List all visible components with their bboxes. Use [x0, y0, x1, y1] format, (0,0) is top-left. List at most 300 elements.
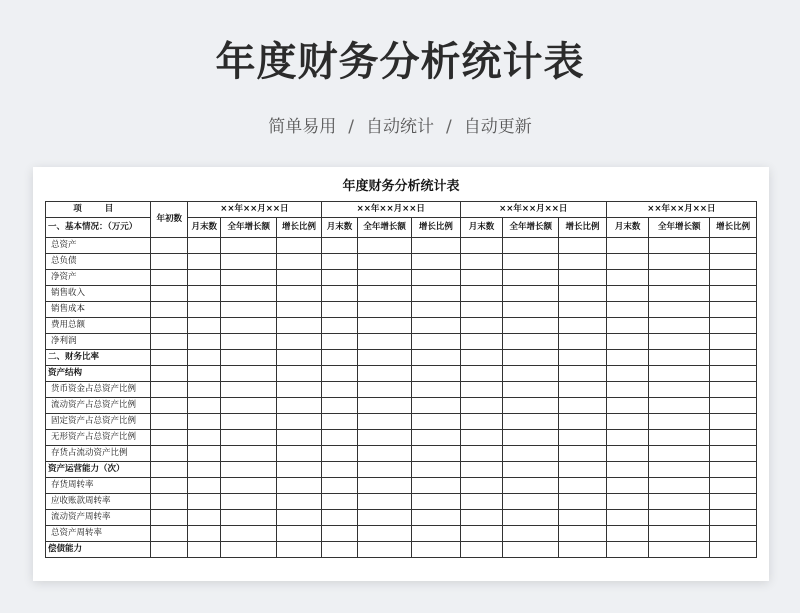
- table-row: [46, 462, 757, 478]
- data-cell[interactable]: [187, 382, 220, 398]
- data-cell[interactable]: [503, 238, 559, 254]
- data-cell[interactable]: [503, 414, 559, 430]
- sub-header: 增长比例: [277, 218, 322, 238]
- data-cell[interactable]: [460, 462, 503, 478]
- data-cell[interactable]: [412, 254, 461, 270]
- data-cell[interactable]: [649, 478, 710, 494]
- data-cell[interactable]: [321, 510, 358, 526]
- row-label-section: 偿债能力: [46, 542, 151, 558]
- data-cell[interactable]: [460, 254, 503, 270]
- data-cell[interactable]: [460, 318, 503, 334]
- data-cell[interactable]: [412, 334, 461, 350]
- data-cell[interactable]: [277, 334, 322, 350]
- row-label: 存货周转率: [46, 478, 151, 494]
- data-cell[interactable]: [358, 398, 412, 414]
- data-cell[interactable]: [187, 318, 220, 334]
- data-cell[interactable]: [358, 430, 412, 446]
- data-cell[interactable]: [358, 494, 412, 510]
- data-cell[interactable]: [710, 254, 757, 270]
- sub-header: 全年增长额: [221, 218, 277, 238]
- data-cell[interactable]: [277, 398, 322, 414]
- data-cell[interactable]: [358, 510, 412, 526]
- data-cell[interactable]: [277, 430, 322, 446]
- data-cell[interactable]: [187, 366, 220, 382]
- data-cell[interactable]: [649, 526, 710, 542]
- data-cell[interactable]: [460, 270, 503, 286]
- row-label: 销售成本: [46, 302, 151, 318]
- data-cell[interactable]: [151, 462, 188, 478]
- data-cell[interactable]: [412, 462, 461, 478]
- data-cell[interactable]: [559, 478, 607, 494]
- data-cell[interactable]: [710, 302, 757, 318]
- data-cell[interactable]: [321, 302, 358, 318]
- row-label-section: 一、基本情况：（万元）: [46, 218, 151, 238]
- data-cell[interactable]: [187, 414, 220, 430]
- data-cell[interactable]: [151, 270, 188, 286]
- data-cell[interactable]: [358, 542, 412, 558]
- data-cell[interactable]: [460, 494, 503, 510]
- data-cell[interactable]: [503, 350, 559, 366]
- data-cell[interactable]: [460, 334, 503, 350]
- data-cell[interactable]: [710, 526, 757, 542]
- data-cell[interactable]: [606, 366, 649, 382]
- data-cell[interactable]: [710, 478, 757, 494]
- data-cell[interactable]: [151, 494, 188, 510]
- data-cell[interactable]: [503, 318, 559, 334]
- data-cell[interactable]: [358, 414, 412, 430]
- data-cell[interactable]: [321, 286, 358, 302]
- data-cell[interactable]: [221, 542, 277, 558]
- row-label-section: 资产结构: [46, 366, 151, 382]
- data-cell[interactable]: [559, 366, 607, 382]
- data-cell[interactable]: [503, 542, 559, 558]
- table-row: [46, 318, 757, 334]
- data-cell[interactable]: [221, 350, 277, 366]
- data-cell[interactable]: [412, 270, 461, 286]
- data-cell[interactable]: [606, 318, 649, 334]
- data-cell[interactable]: [649, 366, 710, 382]
- data-cell[interactable]: [187, 510, 220, 526]
- data-cell[interactable]: [559, 446, 607, 462]
- data-cell[interactable]: [649, 254, 710, 270]
- data-cell[interactable]: [710, 398, 757, 414]
- data-cell[interactable]: [649, 398, 710, 414]
- data-cell[interactable]: [221, 286, 277, 302]
- data-cell[interactable]: [649, 542, 710, 558]
- data-cell[interactable]: [321, 382, 358, 398]
- period-date-header: ××年××月××日: [187, 202, 321, 218]
- data-cell[interactable]: [460, 478, 503, 494]
- data-cell[interactable]: [503, 302, 559, 318]
- data-cell[interactable]: [277, 286, 322, 302]
- data-cell[interactable]: [559, 350, 607, 366]
- data-cell[interactable]: [606, 382, 649, 398]
- data-cell[interactable]: [221, 462, 277, 478]
- data-cell[interactable]: [321, 350, 358, 366]
- data-cell[interactable]: [649, 494, 710, 510]
- data-cell[interactable]: [649, 462, 710, 478]
- data-cell[interactable]: [649, 510, 710, 526]
- data-cell[interactable]: [412, 446, 461, 462]
- data-cell[interactable]: [321, 366, 358, 382]
- data-cell[interactable]: [559, 398, 607, 414]
- data-cell[interactable]: [559, 238, 607, 254]
- data-cell[interactable]: [187, 254, 220, 270]
- data-cell[interactable]: [606, 254, 649, 270]
- data-cell[interactable]: [649, 430, 710, 446]
- data-cell[interactable]: [151, 446, 188, 462]
- data-cell[interactable]: [649, 238, 710, 254]
- data-cell[interactable]: [151, 318, 188, 334]
- data-cell[interactable]: [559, 318, 607, 334]
- data-cell[interactable]: [321, 254, 358, 270]
- data-cell[interactable]: [277, 270, 322, 286]
- table-row: [46, 382, 757, 398]
- data-cell[interactable]: [559, 526, 607, 542]
- data-cell[interactable]: [649, 414, 710, 430]
- data-cell[interactable]: [503, 526, 559, 542]
- data-cell[interactable]: [649, 286, 710, 302]
- data-cell[interactable]: [606, 462, 649, 478]
- data-cell[interactable]: [187, 526, 220, 542]
- data-cell[interactable]: [710, 238, 757, 254]
- sub-header: 月末数: [187, 218, 220, 238]
- sub-header: 月末数: [321, 218, 358, 238]
- data-cell[interactable]: [321, 494, 358, 510]
- data-cell[interactable]: [606, 270, 649, 286]
- data-cell[interactable]: [710, 366, 757, 382]
- data-cell[interactable]: [606, 350, 649, 366]
- data-cell[interactable]: [710, 382, 757, 398]
- data-cell[interactable]: [187, 350, 220, 366]
- data-cell[interactable]: [606, 238, 649, 254]
- row-label-section: 资产运营能力（次）: [46, 462, 151, 478]
- data-cell[interactable]: [606, 510, 649, 526]
- data-cell[interactable]: [321, 446, 358, 462]
- data-cell[interactable]: [151, 286, 188, 302]
- data-cell[interactable]: [187, 286, 220, 302]
- table-row: [46, 510, 757, 526]
- data-cell[interactable]: [606, 494, 649, 510]
- data-cell[interactable]: [358, 254, 412, 270]
- table-row: [46, 542, 757, 558]
- data-cell[interactable]: [358, 446, 412, 462]
- data-cell[interactable]: [559, 254, 607, 270]
- data-cell[interactable]: [412, 478, 461, 494]
- table-row: [46, 446, 757, 462]
- data-cell[interactable]: [559, 382, 607, 398]
- data-cell[interactable]: [151, 238, 188, 254]
- data-cell[interactable]: [503, 286, 559, 302]
- data-cell[interactable]: [221, 430, 277, 446]
- data-cell[interactable]: [187, 430, 220, 446]
- data-cell[interactable]: [503, 430, 559, 446]
- data-cell[interactable]: [151, 302, 188, 318]
- data-cell[interactable]: [151, 430, 188, 446]
- data-cell[interactable]: [358, 302, 412, 318]
- data-cell[interactable]: [503, 398, 559, 414]
- data-cell[interactable]: [710, 446, 757, 462]
- table-row: [46, 238, 757, 254]
- data-cell[interactable]: [710, 350, 757, 366]
- data-cell[interactable]: [503, 510, 559, 526]
- subtitle-item-auto-stat: 自动统计: [366, 117, 434, 137]
- data-cell[interactable]: [221, 510, 277, 526]
- data-cell[interactable]: [412, 238, 461, 254]
- row-label: 总资产: [46, 238, 151, 254]
- data-cell[interactable]: [221, 238, 277, 254]
- data-cell[interactable]: [277, 238, 322, 254]
- data-cell[interactable]: [460, 382, 503, 398]
- data-cell[interactable]: [221, 334, 277, 350]
- data-cell[interactable]: [710, 462, 757, 478]
- data-cell[interactable]: [460, 238, 503, 254]
- data-cell[interactable]: [277, 478, 322, 494]
- data-cell[interactable]: [649, 318, 710, 334]
- row-label: 销售收入: [46, 286, 151, 302]
- data-cell[interactable]: [187, 238, 220, 254]
- data-cell[interactable]: [503, 494, 559, 510]
- data-cell[interactable]: [221, 302, 277, 318]
- data-cell[interactable]: [606, 430, 649, 446]
- data-cell[interactable]: [321, 462, 358, 478]
- data-cell[interactable]: [151, 350, 188, 366]
- data-cell[interactable]: [460, 510, 503, 526]
- subtitle-separator: /: [348, 117, 354, 137]
- data-cell[interactable]: [649, 350, 710, 366]
- data-cell[interactable]: [221, 414, 277, 430]
- data-cell[interactable]: [606, 286, 649, 302]
- data-cell[interactable]: [559, 334, 607, 350]
- data-cell[interactable]: [151, 478, 188, 494]
- row-label: 净利润: [46, 334, 151, 350]
- data-cell[interactable]: [606, 302, 649, 318]
- data-cell[interactable]: [559, 494, 607, 510]
- data-cell[interactable]: [277, 366, 322, 382]
- data-cell[interactable]: [559, 302, 607, 318]
- data-cell[interactable]: [151, 526, 188, 542]
- data-cell[interactable]: [277, 542, 322, 558]
- data-cell[interactable]: [358, 350, 412, 366]
- data-cell[interactable]: [606, 526, 649, 542]
- data-cell[interactable]: [151, 510, 188, 526]
- data-cell[interactable]: [321, 478, 358, 494]
- data-cell[interactable]: [277, 382, 322, 398]
- data-cell[interactable]: [606, 446, 649, 462]
- data-cell[interactable]: [649, 382, 710, 398]
- data-cell[interactable]: [151, 366, 188, 382]
- row-label: 货币资金占总资产比例: [46, 382, 151, 398]
- data-cell[interactable]: [187, 334, 220, 350]
- table-row: [46, 430, 757, 446]
- data-cell[interactable]: [412, 526, 461, 542]
- data-cell[interactable]: [151, 334, 188, 350]
- data-cell[interactable]: [277, 350, 322, 366]
- data-cell[interactable]: [649, 446, 710, 462]
- data-cell[interactable]: [412, 398, 461, 414]
- data-cell[interactable]: [321, 318, 358, 334]
- data-cell[interactable]: [277, 494, 322, 510]
- data-cell[interactable]: [606, 334, 649, 350]
- data-cell[interactable]: [649, 270, 710, 286]
- data-cell[interactable]: [460, 526, 503, 542]
- data-cell[interactable]: [358, 286, 412, 302]
- data-cell[interactable]: [460, 366, 503, 382]
- data-cell[interactable]: [412, 286, 461, 302]
- data-cell[interactable]: [503, 366, 559, 382]
- data-cell[interactable]: [710, 270, 757, 286]
- data-cell[interactable]: [221, 478, 277, 494]
- data-cell[interactable]: [460, 430, 503, 446]
- data-cell[interactable]: [277, 318, 322, 334]
- data-cell[interactable]: [460, 542, 503, 558]
- period-date-header: ××年××月××日: [321, 202, 460, 218]
- data-cell[interactable]: [321, 542, 358, 558]
- data-cell[interactable]: [412, 302, 461, 318]
- data-cell[interactable]: [277, 254, 322, 270]
- data-cell[interactable]: [151, 382, 188, 398]
- data-cell[interactable]: [187, 270, 220, 286]
- data-cell[interactable]: [649, 334, 710, 350]
- data-cell[interactable]: [710, 542, 757, 558]
- table-row: [46, 270, 757, 286]
- data-cell[interactable]: [277, 462, 322, 478]
- data-cell[interactable]: [151, 398, 188, 414]
- data-cell[interactable]: [358, 526, 412, 542]
- data-cell[interactable]: [559, 414, 607, 430]
- data-cell[interactable]: [358, 270, 412, 286]
- data-cell[interactable]: [187, 542, 220, 558]
- data-cell[interactable]: [460, 350, 503, 366]
- data-cell[interactable]: [710, 430, 757, 446]
- data-cell[interactable]: [358, 318, 412, 334]
- data-cell[interactable]: [321, 414, 358, 430]
- data-cell[interactable]: [187, 478, 220, 494]
- data-cell[interactable]: [277, 526, 322, 542]
- data-cell[interactable]: [151, 254, 188, 270]
- data-cell[interactable]: [221, 318, 277, 334]
- data-cell[interactable]: [187, 462, 220, 478]
- data-cell[interactable]: [460, 302, 503, 318]
- data-cell[interactable]: [460, 286, 503, 302]
- data-cell[interactable]: [559, 510, 607, 526]
- data-cell[interactable]: [321, 430, 358, 446]
- data-cell[interactable]: [412, 430, 461, 446]
- data-cell[interactable]: [606, 398, 649, 414]
- data-cell[interactable]: [606, 414, 649, 430]
- data-cell[interactable]: [559, 430, 607, 446]
- data-cell[interactable]: [412, 414, 461, 430]
- data-cell[interactable]: [221, 494, 277, 510]
- data-cell[interactable]: [221, 526, 277, 542]
- data-cell[interactable]: [606, 478, 649, 494]
- data-cell[interactable]: [151, 414, 188, 430]
- data-cell[interactable]: [321, 270, 358, 286]
- data-cell[interactable]: [649, 302, 710, 318]
- data-cell[interactable]: [358, 366, 412, 382]
- data-cell[interactable]: [412, 542, 461, 558]
- data-cell[interactable]: [221, 382, 277, 398]
- data-cell[interactable]: [559, 270, 607, 286]
- data-cell[interactable]: [187, 398, 220, 414]
- data-cell[interactable]: [503, 462, 559, 478]
- data-cell[interactable]: [503, 382, 559, 398]
- data-cell[interactable]: [358, 382, 412, 398]
- data-cell[interactable]: [321, 334, 358, 350]
- data-cell[interactable]: [221, 446, 277, 462]
- data-cell[interactable]: [559, 286, 607, 302]
- data-cell[interactable]: [221, 398, 277, 414]
- data-cell[interactable]: [503, 254, 559, 270]
- data-cell[interactable]: [187, 494, 220, 510]
- data-cell[interactable]: [321, 398, 358, 414]
- data-cell[interactable]: [221, 270, 277, 286]
- data-cell[interactable]: [412, 366, 461, 382]
- data-cell[interactable]: [358, 462, 412, 478]
- data-cell[interactable]: [503, 334, 559, 350]
- data-cell[interactable]: [412, 318, 461, 334]
- data-cell[interactable]: [710, 286, 757, 302]
- data-cell[interactable]: [412, 350, 461, 366]
- data-cell[interactable]: [277, 302, 322, 318]
- row-label: 应收账款周转率: [46, 494, 151, 510]
- data-cell[interactable]: [221, 254, 277, 270]
- data-cell[interactable]: [710, 414, 757, 430]
- data-cell[interactable]: [710, 494, 757, 510]
- data-cell[interactable]: [151, 542, 188, 558]
- sub-header: 增长比例: [710, 218, 757, 238]
- data-cell[interactable]: [710, 510, 757, 526]
- data-cell[interactable]: [321, 238, 358, 254]
- data-cell[interactable]: [606, 542, 649, 558]
- data-cell[interactable]: [277, 446, 322, 462]
- data-cell[interactable]: [503, 270, 559, 286]
- data-cell[interactable]: [412, 382, 461, 398]
- data-cell[interactable]: [412, 510, 461, 526]
- subtitle-separator: /: [446, 117, 452, 137]
- data-cell[interactable]: [559, 542, 607, 558]
- table-row: [46, 494, 757, 510]
- data-cell[interactable]: [412, 494, 461, 510]
- data-cell[interactable]: [460, 398, 503, 414]
- data-cell[interactable]: [460, 414, 503, 430]
- data-cell[interactable]: [277, 414, 322, 430]
- data-cell[interactable]: [358, 334, 412, 350]
- table-row: [46, 414, 757, 430]
- data-cell[interactable]: [460, 446, 503, 462]
- sub-header: 全年增长额: [649, 218, 710, 238]
- data-cell[interactable]: [187, 302, 220, 318]
- data-cell[interactable]: [358, 478, 412, 494]
- data-cell[interactable]: [503, 478, 559, 494]
- table-row: [46, 366, 757, 382]
- data-cell[interactable]: [559, 462, 607, 478]
- data-cell[interactable]: [710, 334, 757, 350]
- data-cell[interactable]: [358, 238, 412, 254]
- row-label: 流动资产周转率: [46, 510, 151, 526]
- table-row: [46, 302, 757, 318]
- data-cell[interactable]: [187, 446, 220, 462]
- row-label: 费用总额: [46, 318, 151, 334]
- table-row: [46, 350, 757, 366]
- table-row: [46, 526, 757, 542]
- data-cell[interactable]: [710, 318, 757, 334]
- data-cell[interactable]: [321, 526, 358, 542]
- data-cell[interactable]: [503, 446, 559, 462]
- data-cell[interactable]: [277, 510, 322, 526]
- sub-header: 全年增长额: [503, 218, 559, 238]
- data-cell[interactable]: [221, 366, 277, 382]
